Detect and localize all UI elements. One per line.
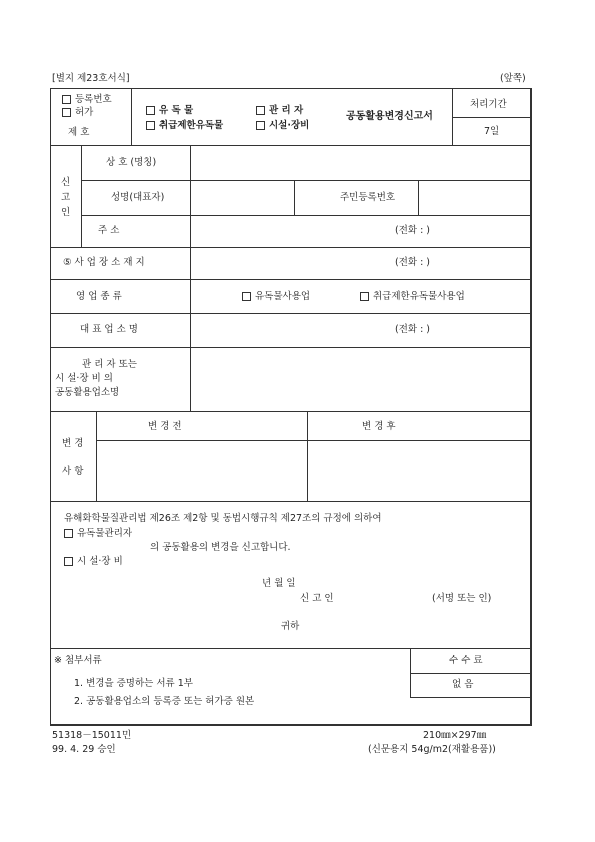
checkbox-icon[interactable]: [62, 108, 71, 117]
address-label: 주 소: [98, 225, 120, 236]
changes-label-2: 사 항: [62, 466, 84, 477]
resident-number-label: 주민등록번호: [340, 192, 396, 203]
form-number: [별지 제23호서식]: [52, 73, 130, 84]
applicant-label-1: 신: [61, 177, 71, 188]
manager-option: 관 리 자: [256, 106, 303, 116]
row-line: [81, 215, 531, 216]
signature-note: (서명 또는 인): [432, 593, 492, 604]
page-side: (앞쪽): [500, 73, 526, 84]
checkbox-icon[interactable]: [256, 121, 265, 130]
business-name-label: 상 호 (명칭): [106, 157, 157, 168]
checkbox-icon[interactable]: [146, 106, 155, 115]
equipment-option: 시설·장비: [256, 121, 309, 131]
shared-shop-label-2: 시 설·장 비 의: [55, 373, 113, 384]
shared-shop-label-1: 관 리 자 또는: [82, 359, 137, 370]
col-line: [307, 411, 308, 501]
checkbox-icon[interactable]: [64, 557, 73, 566]
applicant-label-2: 고: [61, 192, 71, 203]
paper-type: (신문용지 54g/m2(재활용품)): [368, 744, 496, 755]
row-line: [81, 180, 531, 181]
col-line: [131, 88, 132, 145]
row-line: [96, 440, 531, 441]
col-line: [190, 145, 191, 411]
processing-period-value: 7일: [484, 126, 500, 137]
number-field-label: 제 호: [68, 127, 90, 138]
representative-shop-phone: (전화 : ): [395, 324, 431, 335]
attachment-item: 1. 변경을 증명하는 서류 1부: [74, 678, 193, 689]
declaration-date: 년 월 일: [262, 578, 296, 589]
attachments-title: ※ 첨부서류: [54, 655, 102, 666]
after-change-header: 변 경 후: [362, 421, 396, 432]
declaration-manager-option: 유독물관리자: [64, 529, 132, 539]
row-line: [410, 697, 531, 698]
col-line: [81, 145, 82, 247]
checkbox-icon[interactable]: [146, 121, 155, 130]
restricted-toxic-option: 취급제한유독물: [146, 121, 223, 131]
form-code: 51318－15011민: [52, 730, 132, 741]
col-line: [418, 180, 419, 215]
row-line: [50, 501, 531, 502]
registration-option: 등록번호: [62, 95, 112, 105]
permit-option: 허가: [62, 108, 93, 118]
representative-shop-label: 대 표 업 소 명: [80, 324, 138, 335]
form-title: 공동활용변경신고서: [346, 111, 433, 122]
signer-label: 신 고 인: [300, 593, 334, 604]
paper-size: 210㎜×297㎜: [423, 730, 487, 741]
row-line: [50, 648, 531, 649]
declaration-equipment-option: 시 설·장 비: [64, 557, 123, 567]
changes-label-1: 변 경: [62, 438, 84, 449]
declaration-statement: 의 공동활용의 변경을 신고합니다.: [150, 542, 291, 553]
applicant-label-3: 인: [61, 207, 71, 218]
row-line: [410, 673, 531, 674]
checkbox-icon[interactable]: [64, 529, 73, 538]
checkbox-icon[interactable]: [242, 292, 251, 301]
row-line: [50, 347, 531, 348]
representative-label: 성명(대표자): [111, 192, 165, 203]
fee-label: 수 수 료: [449, 655, 483, 666]
checkbox-icon[interactable]: [256, 106, 265, 115]
checkbox-icon[interactable]: [360, 292, 369, 301]
toxic-use-option: 유독물사용업: [242, 292, 310, 302]
col-line: [294, 180, 295, 215]
col-line: [452, 88, 453, 145]
checkbox-icon[interactable]: [62, 95, 71, 104]
site-location-label: ⑤ 사 업 장 소 재 지: [63, 257, 145, 268]
business-type-label: 영 업 종 류: [76, 291, 122, 302]
row-line: [50, 313, 531, 314]
processing-period-label: 처리기간: [470, 99, 507, 110]
declaration-text: 유해화학물질관리법 제26조 제2항 및 동법시행규칙 제27조의 규정에 의하여: [64, 513, 382, 524]
row-line: [50, 145, 531, 146]
col-line: [96, 411, 97, 501]
row-line: [452, 117, 531, 118]
toxic-option: 유 독 물: [146, 106, 193, 116]
row-line: [50, 411, 531, 412]
row-line: [50, 247, 531, 248]
approval-date: 99. 4. 29 승인: [52, 744, 116, 755]
restricted-use-option: 취급제한유독물사용업: [360, 292, 465, 302]
address-phone: (전화 : ): [395, 225, 431, 236]
row-line: [50, 279, 531, 280]
recipient-label: 귀하: [281, 621, 300, 632]
shared-shop-label-3: 공동활용업소명: [55, 387, 120, 398]
attachment-item: 2. 공동활용업소의 등록증 또는 허가증 원본: [74, 696, 255, 707]
fee-value: 없 음: [452, 679, 474, 690]
col-line: [410, 648, 411, 697]
site-phone: (전화 : ): [395, 257, 431, 268]
before-change-header: 변 경 전: [148, 421, 182, 432]
